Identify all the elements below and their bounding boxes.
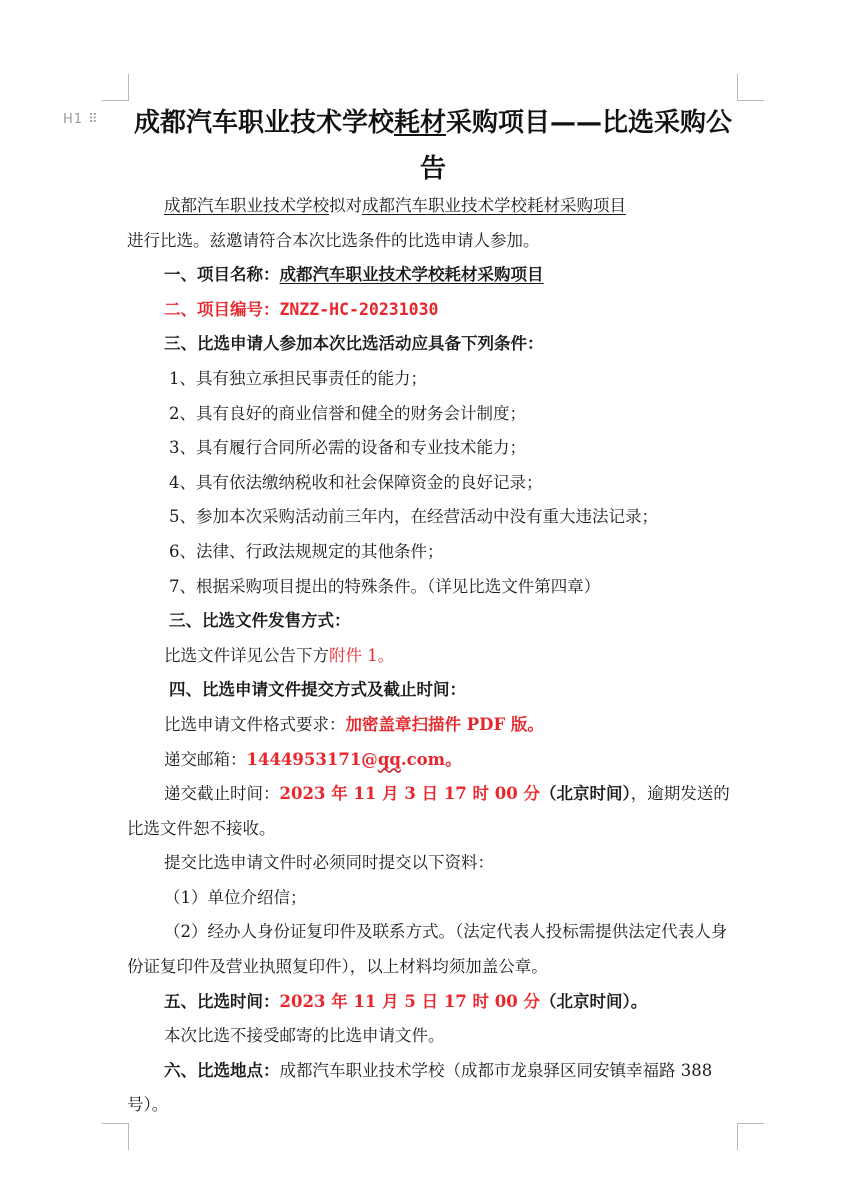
selection-time-end: 。: [630, 991, 648, 1011]
condition-item[interactable]: 6、法律、行政法规规定的其他条件；: [169, 541, 444, 561]
project-name-label: 一、项目名称：: [164, 265, 280, 285]
section-selection-time[interactable]: [127, 985, 739, 1020]
project-name-value: 成都汽车职业技术学校耗材采购项目: [279, 265, 544, 285]
project-number-value: ZNZZ-HC-20231030: [279, 299, 439, 319]
format-value: 加密盖章扫描件 PDF 版。: [345, 714, 544, 734]
section-project-number[interactable]: [127, 293, 739, 328]
condition-item[interactable]: 3、具有履行合同所必需的设备和专业技术能力；: [169, 438, 526, 458]
deadline-timezone: （北京时间）: [540, 784, 631, 804]
document-sale-text: 比选文件详见公告下方: [164, 645, 329, 665]
deadline-end: ，逾期发送的比选文件恕不接收。: [127, 784, 730, 838]
intro-project: 成都汽车职业技术学校耗材采购项目: [362, 196, 626, 215]
section-selection-location[interactable]: [127, 1054, 739, 1123]
attachment-link[interactable]: 附件 1。: [329, 645, 395, 665]
email-tld: .com。: [400, 749, 462, 769]
selection-time-value: 2023 年 11 月 5 日 17 时 00 分: [279, 991, 540, 1011]
document-title[interactable]: [127, 100, 739, 192]
email-user: 1444953171@: [246, 749, 378, 769]
format-requirement[interactable]: [127, 708, 739, 743]
page-corner-mark-top-left: [102, 74, 129, 101]
condition-item[interactable]: 4、具有依法缴纳税收和社会保障资金的良好记录；: [169, 472, 543, 492]
selection-time-timezone: （北京时间）: [540, 991, 631, 1011]
condition-item[interactable]: 1、具有独立承担民事责任的能力；: [169, 368, 427, 388]
heading-drag-handle-icon[interactable]: H1 ⠿: [63, 112, 99, 127]
page-corner-mark-bottom-right: [737, 1123, 764, 1150]
email-link[interactable]: [247, 750, 462, 769]
title-part-2: 耗材: [393, 108, 446, 138]
submit-material-item[interactable]: （1）单位介绍信；: [164, 887, 307, 907]
email-label: 递交邮箱：: [164, 749, 247, 769]
section-submission-heading[interactable]: 四、比选申请文件提交方式及截止时间：: [169, 680, 466, 700]
deadline-value: 2023 年 11 月 3 日 17 时 00 分: [279, 784, 540, 804]
submit-material-item[interactable]: （2）经办人身份证复印件及联系方式。（法定代表人投标需提供法定代表人身份证复印件及营业执照复印件），以上材料均须加盖公章。: [127, 922, 728, 977]
section-document-sale-heading[interactable]: 三、比选文件发售方式：: [169, 611, 351, 631]
title-part-3: 采购项目——比选采购公告: [419, 108, 733, 184]
project-number-label: 二、项目编号：: [164, 299, 280, 319]
selection-time-label: 五、比选时间：: [164, 991, 280, 1011]
selection-mail-note[interactable]: 本次比选不接受邮寄的比选申请文件。: [164, 1026, 445, 1046]
intro-mid: 拟对: [329, 196, 362, 215]
intro-paragraph[interactable]: [127, 189, 739, 258]
submit-materials-note[interactable]: 提交比选申请文件时必须同时提交以下资料：: [164, 853, 494, 873]
page-corner-mark-bottom-left: [102, 1123, 129, 1150]
condition-item[interactable]: 7、根据采购项目提出的特殊条件。（详见比选文件第四章）: [169, 576, 601, 596]
condition-item[interactable]: 5、参加本次采购活动前三年内，在经营活动中没有重大违法记录；: [169, 507, 658, 527]
email-domain-spellcheck: qq: [377, 749, 401, 769]
selection-location-value: 成都汽车职业技术学校（成都市龙泉驿区同安镇幸福路 388 号）。: [127, 1060, 713, 1115]
submission-deadline[interactable]: [127, 777, 739, 846]
intro-end: 进行比选。兹邀请符合本次比选条件的比选申请人参加。: [127, 230, 540, 250]
page-corner-mark-top-right: [737, 74, 764, 101]
deadline-label: 递交截止时间：: [164, 784, 280, 804]
format-label: 比选申请文件格式要求：: [164, 714, 346, 734]
submission-email[interactable]: [127, 743, 739, 778]
title-part-1: 成都汽车职业技术学校: [133, 108, 394, 138]
document-body: [127, 100, 739, 1123]
selection-location-label: 六、比选地点：: [164, 1060, 280, 1080]
condition-item[interactable]: 2、具有良好的商业信誉和健全的财务会计制度；: [169, 403, 526, 423]
section-project-name[interactable]: [127, 258, 739, 293]
document-sale-paragraph[interactable]: [127, 639, 739, 674]
intro-entity: 成都汽车职业技术学校: [164, 196, 329, 215]
section-conditions-heading[interactable]: 三、比选申请人参加本次比选活动应具备下列条件：: [164, 334, 544, 354]
